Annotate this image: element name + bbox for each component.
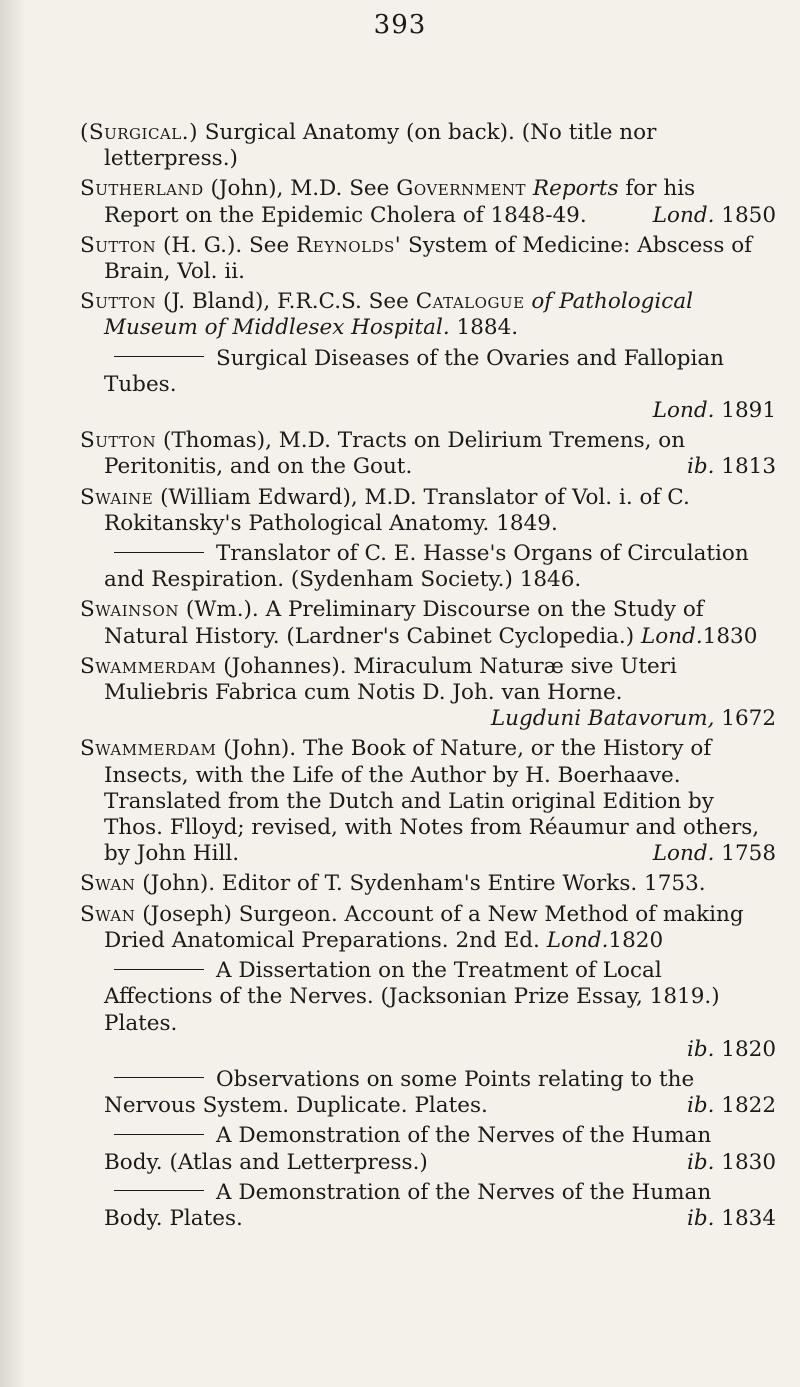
entry-text: (Joseph) Surgeon. Account of a New Method of making Dried Anatomical Preparations. 2nd Ed. bbox=[104, 901, 744, 953]
entry-text: Surgical Diseases of the Ovaries and Fallopian Tubes. bbox=[104, 345, 725, 397]
entry-place: ib. bbox=[686, 1036, 715, 1062]
entry-text: A Dissertation on the Treatment of Local Affections of the Nerves. (Jacksonian Prize Essay, 1819.) Plates. bbox=[104, 958, 720, 1036]
entry-text: (John). Editor of T. Sydenham's Entire Works. 1753. bbox=[142, 871, 706, 897]
entry-year: 1822 bbox=[721, 1093, 776, 1119]
entry-heading: (Surgical.) bbox=[80, 120, 198, 145]
entry-year: 1830 bbox=[702, 623, 758, 649]
entry-place: ib. bbox=[686, 1149, 715, 1175]
entry-text: (Wm.). A Preliminary Discourse on the Study of Natural History. (Lardner's Cabinet Cyclopedia.) bbox=[104, 597, 704, 649]
entry-heading: Swan bbox=[80, 871, 136, 897]
entry-swan-demonstration-plates bbox=[80, 1180, 776, 1232]
ditto-dash bbox=[114, 1190, 204, 1191]
entry-text: Translator of C. E. Hasse's Organs of Circulation and Respiration. (Sydenham Society.) 1846. bbox=[104, 541, 749, 593]
entry-place: ib. bbox=[686, 454, 715, 480]
ditto-dash bbox=[114, 356, 204, 357]
entry-year: 1830 bbox=[721, 1149, 776, 1175]
entry-swammerdam-john bbox=[80, 736, 776, 867]
entry-sutton-ovaries bbox=[80, 346, 776, 425]
entry-swammerdam-johannes bbox=[80, 654, 776, 733]
catalogue-entries bbox=[80, 120, 776, 1236]
entry-text: (Johannes). Miraculum Naturæ sive Uteri Muliebris Fabrica cum Notis D. Joh. van Horne. bbox=[104, 653, 677, 706]
entry-sutton-hg bbox=[80, 233, 776, 285]
entry-heading: Sutton bbox=[80, 428, 157, 454]
entry-year: 1758 bbox=[721, 841, 776, 867]
entry-swainson bbox=[80, 597, 776, 649]
entry-sutherland bbox=[80, 176, 776, 228]
entry-swan-dissertation bbox=[80, 958, 776, 1063]
entry-swan-joseph bbox=[80, 902, 776, 954]
entry-heading: Swammerdam bbox=[80, 736, 217, 762]
entry-text: Surgical Anatomy (on back). (No title nor letterpress.) bbox=[104, 120, 657, 172]
entry-year: 1891 bbox=[721, 398, 776, 424]
entry-text: (H. G.). See bbox=[162, 232, 290, 258]
cross-reference: Catalogue bbox=[415, 289, 525, 315]
entry-place: ib. bbox=[686, 1093, 715, 1119]
entry-place: Lond. bbox=[652, 841, 715, 867]
entry-text: Observations on some Points relating to the Nervous System. Duplicate. Plates. bbox=[104, 1066, 695, 1119]
ditto-dash bbox=[114, 552, 204, 553]
entry-year: 1820 bbox=[721, 1036, 776, 1062]
entry-year: 1672 bbox=[721, 706, 776, 732]
entry-heading: Sutton bbox=[80, 289, 157, 315]
entry-heading: Swainson bbox=[80, 597, 179, 623]
entry-sutton-thomas bbox=[80, 428, 776, 480]
ditto-dash bbox=[114, 1077, 204, 1078]
page-number: 393 bbox=[373, 10, 427, 40]
entry-text: System of Medicine: Abscess of Brain, Vol. ii. bbox=[104, 232, 753, 285]
page-spine-shadow bbox=[0, 0, 26, 1387]
entry-text: A Demonstration of the Nerves of the Human Body. Plates. bbox=[104, 1179, 712, 1231]
entry-place: ib. bbox=[686, 1205, 715, 1231]
entry-heading: Swan bbox=[80, 901, 136, 927]
entry-place: Lugduni Batavorum, bbox=[490, 706, 715, 732]
entry-text: for his Report on the Epidemic Cholera of 1848-49. bbox=[104, 176, 696, 228]
entry-swan-john bbox=[80, 871, 776, 897]
entry-year: 1813 bbox=[721, 454, 776, 480]
entry-text: (J. Bland), F.R.C.S. See bbox=[162, 289, 409, 315]
entry-text: (John). The Book of Nature, or the History of Insects, with the Life of the Author by H. Boerhaave. Translated from the Dutch and Latin original Edition by Thos. Flloyd; revised, with Notes from Réaumur and others, by John Hill. bbox=[104, 736, 760, 867]
entry-swan-demonstration-atlas bbox=[80, 1123, 776, 1175]
entry-swan-observations bbox=[80, 1067, 776, 1119]
entry-year: 1850 bbox=[721, 202, 776, 228]
ditto-dash bbox=[114, 1134, 204, 1135]
entry-sutton-jbland bbox=[80, 289, 776, 341]
entry-heading: Swammerdam bbox=[80, 653, 217, 679]
entry-swaine-hasse bbox=[80, 541, 776, 593]
entry-year: 1820 bbox=[608, 927, 664, 953]
entry-text: A Demonstration of the Nerves of the Human Body. (Atlas and Letterpress.) bbox=[104, 1123, 712, 1175]
entry-place: Lond. bbox=[640, 623, 703, 649]
entry-swaine bbox=[80, 485, 776, 537]
entry-place: Lond. bbox=[546, 927, 609, 953]
entry-text: (William Edward), M.D. Translator of Vol. i. of C. Rokitansky's Pathological Anatomy. 1849. bbox=[104, 484, 690, 536]
entry-italic-title: Reports bbox=[532, 176, 619, 202]
entry-text: (Thomas), M.D. Tracts on Delirium Tremens, on Peritonitis, and on the Gout. bbox=[104, 428, 686, 480]
cross-reference: Reynolds' bbox=[296, 232, 402, 258]
entry-text: (John), M.D. See bbox=[210, 176, 390, 202]
entry-heading: Swaine bbox=[80, 484, 154, 510]
entry-italic-title: of Pathological Museum of Middlesex Hospital. bbox=[104, 289, 694, 341]
entry-heading: Sutton bbox=[80, 232, 157, 258]
ditto-dash bbox=[114, 969, 204, 970]
entry-year: 1884. bbox=[456, 315, 519, 341]
entry-place: Lond. bbox=[652, 202, 715, 228]
entry-surgical bbox=[80, 120, 776, 172]
entry-heading: Sutherland bbox=[80, 176, 204, 202]
entry-year: 1834 bbox=[721, 1205, 776, 1231]
cross-reference: Government bbox=[396, 176, 527, 202]
entry-place: Lond. bbox=[652, 398, 715, 424]
